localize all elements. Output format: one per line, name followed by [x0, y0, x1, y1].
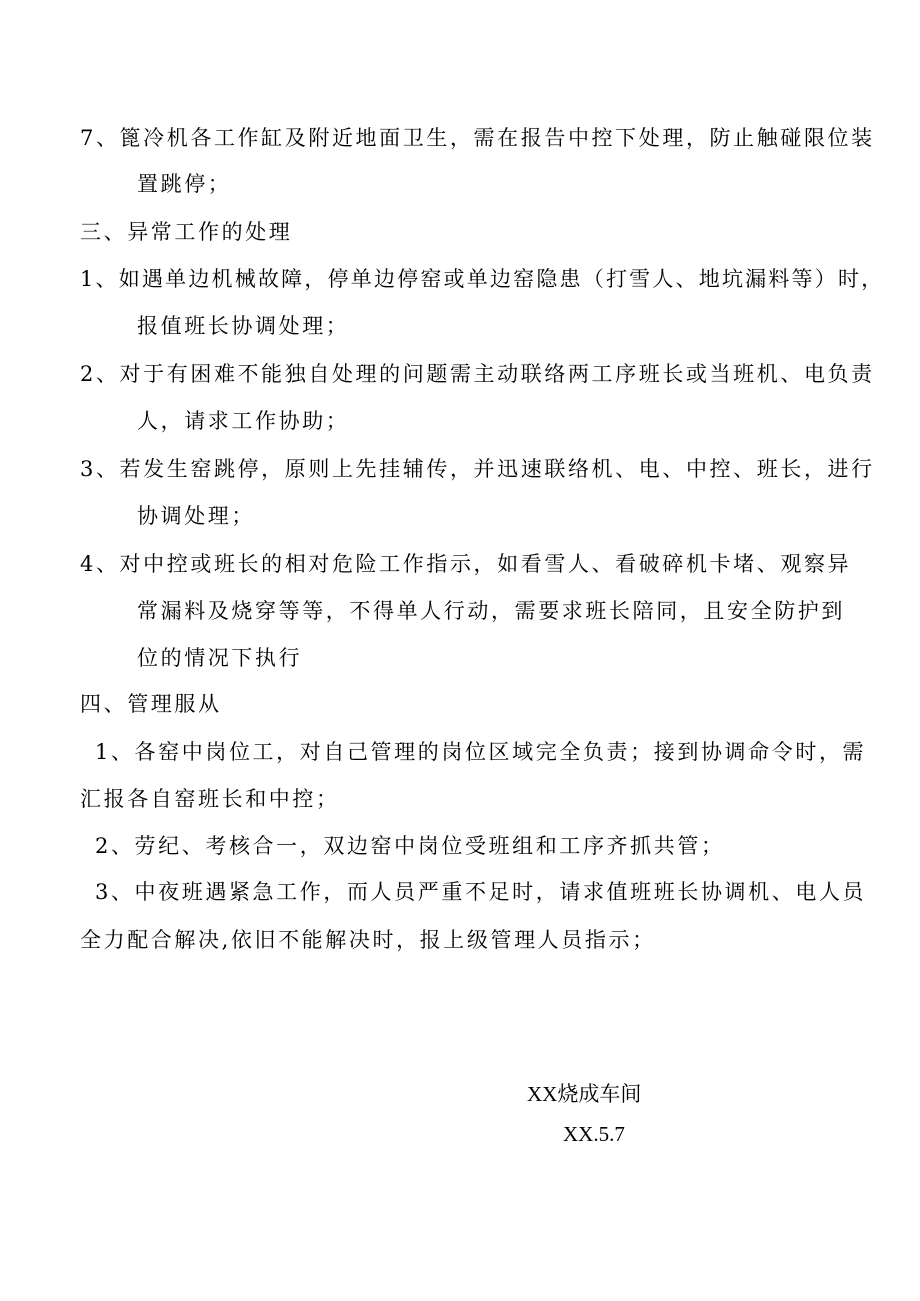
section-4-heading: 四、管理服从: [80, 692, 222, 716]
section-4-item-2-line-1: 2、劳纪、考核合一，双边窑中岗位受班组和工序齐抓共管；: [95, 834, 725, 858]
section-4-item-1-line-2: 汇报各自窑班长和中控；: [80, 787, 340, 811]
signature-department: XX烧成车间: [527, 1082, 642, 1106]
item-7-line-1: 7、篦冷机各工作缸及附近地面卫生，需在报告中控下处理，防止触碰限位装: [80, 126, 875, 150]
section-3-item-3-line-1: 3、若发生窑跳停，原则上先挂辅传，并迅速联络机、电、中控、班长，进行: [80, 457, 875, 481]
section-3-item-4-line-1: 4、对中控或班长的相对危险工作指示，如看雪人、看破碎机卡堵、观察异: [80, 552, 852, 576]
section-3-item-4-line-2: 常漏料及烧穿等等，不得单人行动，需要求班长陪同，且安全防护到: [137, 599, 845, 623]
section-3-item-1-line-2: 报值班长协调处理；: [137, 314, 350, 338]
item-7-line-2: 置跳停；: [137, 172, 232, 196]
section-3-heading: 三、异常工作的处理: [80, 220, 293, 244]
section-4-item-1-line-1: 1、各窑中岗位工，对自己管理的岗位区域完全负责；接到协调命令时，需: [95, 740, 867, 764]
section-4-item-3-line-1: 3、中夜班遇紧急工作，而人员严重不足时，请求值班班长协调机、电人员: [95, 880, 867, 904]
section-3-item-2-line-1: 2、对于有困难不能独自处理的问题需主动联络两工序班长或当班机、电负责: [80, 362, 875, 386]
section-4-item-3-line-2: 全力配合解决,依旧不能解决时，报上级管理人员指示；: [80, 928, 656, 952]
signature-date: XX.5.7: [563, 1122, 625, 1146]
section-3-item-3-line-2: 协调处理；: [137, 504, 255, 528]
section-3-item-1-line-1: 1、如遇单边机械故障，停单边停窑或单边窑隐患（打雪人、地坑漏料等）时，: [80, 267, 885, 291]
section-3-item-2-line-2: 人，请求工作协助；: [137, 409, 350, 433]
section-3-item-4-line-3: 位的情况下执行: [137, 646, 303, 670]
